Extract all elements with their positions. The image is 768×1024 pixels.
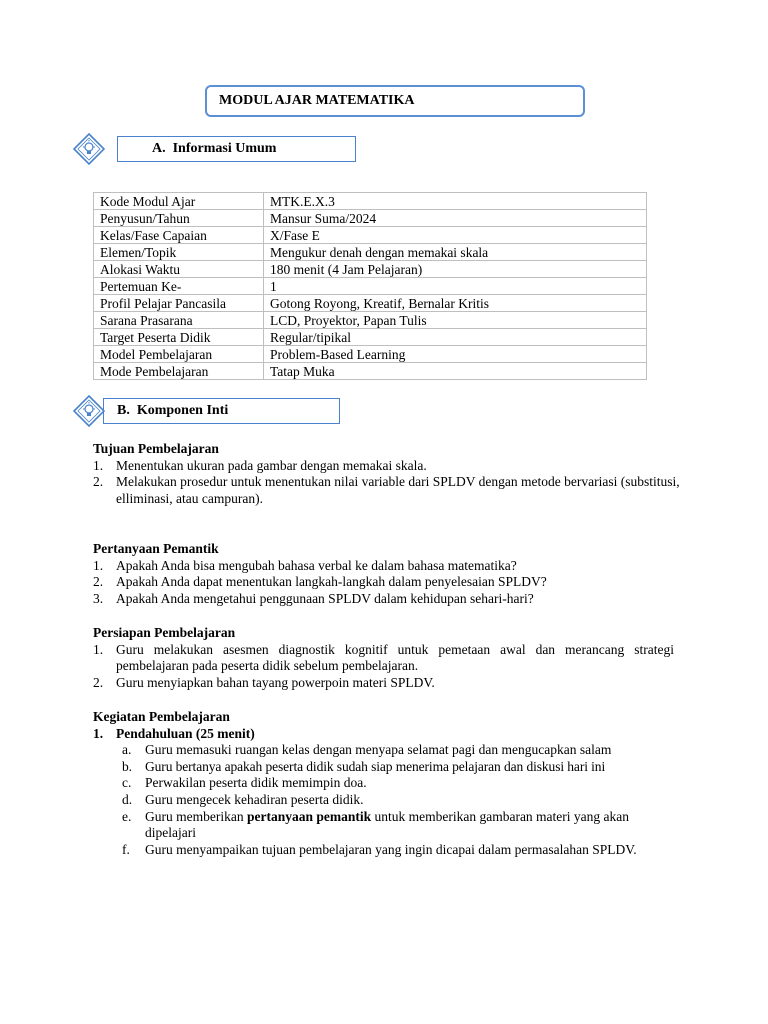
table-cell-value: Tatap Muka xyxy=(264,363,647,380)
document-title xyxy=(205,85,585,117)
list-item: b. Guru bertanya apakah peserta didik sudah siap menerima pelajaran dan diskusi hari ini xyxy=(122,758,606,774)
list-item: 2. Melakukan prosedur untuk menentukan nilai variable dari SPLDV dengan metode bervariasi (substitusi, elliminasi, atau campuran). xyxy=(93,474,680,506)
table-cell-value: MTK.E.X.3 xyxy=(264,193,647,210)
table-row xyxy=(94,193,647,210)
list-item: a. Guru memasuki ruangan kelas dengan menyapa selamat pagi dan mengucapkan salam xyxy=(122,742,612,758)
table-cell-value: X/Fase E xyxy=(264,227,647,244)
table-cell-value: Gotong Royong, Kreatif, Bernalar Kritis xyxy=(264,295,647,312)
table-cell-key: Penyusun/Tahun xyxy=(94,210,264,227)
table-row xyxy=(94,227,647,244)
persiapan-heading: Persiapan Pembelajaran xyxy=(93,625,236,640)
list-item: c. Perwakilan peserta didik memimpin doa. xyxy=(122,775,367,791)
table-row xyxy=(94,329,647,346)
list-item: 1. Guru melakukan asesmen diagnostik kognitif untuk pemetaan awal dan merancang strategi pembelajaran pada peserta didik sebelum pembelajaran. xyxy=(93,641,674,674)
table-cell-value: LCD, Proyektor, Papan Tulis xyxy=(264,312,647,329)
table-row xyxy=(94,295,647,312)
table-cell-value: 180 menit (4 Jam Pelajaran) xyxy=(264,261,647,278)
table-cell-value: Regular/tipikal xyxy=(264,329,647,346)
table-row xyxy=(94,312,647,329)
table-cell-key: Model Pembelajaran xyxy=(94,346,264,363)
kegiatan-section xyxy=(93,709,685,858)
list-item: e. Guru memberikan pertanyaan pemantik untuk memberikan gambaran materi yang akan dipelajari xyxy=(122,808,630,841)
table-row xyxy=(94,244,647,261)
table-cell-value: Mansur Suma/2024 xyxy=(264,210,647,227)
table-cell-key: Alokasi Waktu xyxy=(94,261,264,278)
list-item: d. Guru mengecek kehadiran peserta didik. xyxy=(122,791,364,807)
info-table xyxy=(93,192,647,380)
list-item: 1. Apakah Anda bisa mengubah bahasa verbal ke dalam bahasa matematika? xyxy=(93,557,517,573)
list-item: 2. Guru menyiapkan bahan tayang powerpoin materi SPLDV. xyxy=(93,674,435,690)
table-cell-key: Target Peserta Didik xyxy=(94,329,264,346)
pemantik-section xyxy=(93,541,683,607)
table-cell-value: Problem-Based Learning xyxy=(264,346,647,363)
table-cell-key: Elemen/Topik xyxy=(94,244,264,261)
persiapan-section xyxy=(93,625,674,691)
table-cell-key: Kode Modul Ajar xyxy=(94,193,264,210)
table-cell-key: Profil Pelajar Pancasila xyxy=(94,295,264,312)
section-a-label: A. Informasi Umum xyxy=(152,141,277,156)
table-row xyxy=(94,210,647,227)
table-row xyxy=(94,363,647,380)
kegiatan-heading: Kegiatan Pembelajaran xyxy=(93,709,230,724)
tujuan-section xyxy=(93,441,683,507)
list-item: 2. Apakah Anda dapat menentukan langkah-langkah dalam penyelesaian SPLDV? xyxy=(93,574,547,590)
document-title-text: MODUL AJAR MATEMATIKA xyxy=(219,93,415,108)
table-cell-value: 1 xyxy=(264,278,647,295)
table-cell-key: Mode Pembelajaran xyxy=(94,363,264,380)
table-cell-key: Kelas/Fase Capaian xyxy=(94,227,264,244)
list-item: f. Guru menyampaikan tujuan pembelajaran yang ingin dicapai dalam permasalahan SPLDV. xyxy=(122,841,637,857)
list-item: 1. Menentukan ukuran pada gambar dengan memakai skala. xyxy=(93,457,427,473)
table-cell-key: Pertemuan Ke- xyxy=(94,278,264,295)
table-cell-key: Sarana Prasarana xyxy=(94,312,264,329)
table-row xyxy=(94,346,647,363)
section-b-header xyxy=(103,398,340,424)
lightbulb-diamond-icon xyxy=(73,133,105,165)
section-a-header xyxy=(117,136,356,162)
table-row xyxy=(94,261,647,278)
tujuan-heading: Tujuan Pembelajaran xyxy=(93,441,219,456)
table-row xyxy=(94,278,647,295)
section-b-label: B. Komponen Inti xyxy=(117,403,229,418)
pemantik-heading: Pertanyaan Pemantik xyxy=(93,541,219,556)
lightbulb-diamond-icon xyxy=(73,395,105,427)
list-item: 3. Apakah Anda mengetahui penggunaan SPLDV dalam kehidupan sehari-hari? xyxy=(93,590,534,606)
phase-heading: 1. Pendahuluan (25 menit) xyxy=(93,725,255,741)
table-cell-value: Mengukur denah dengan memakai skala xyxy=(264,244,647,261)
